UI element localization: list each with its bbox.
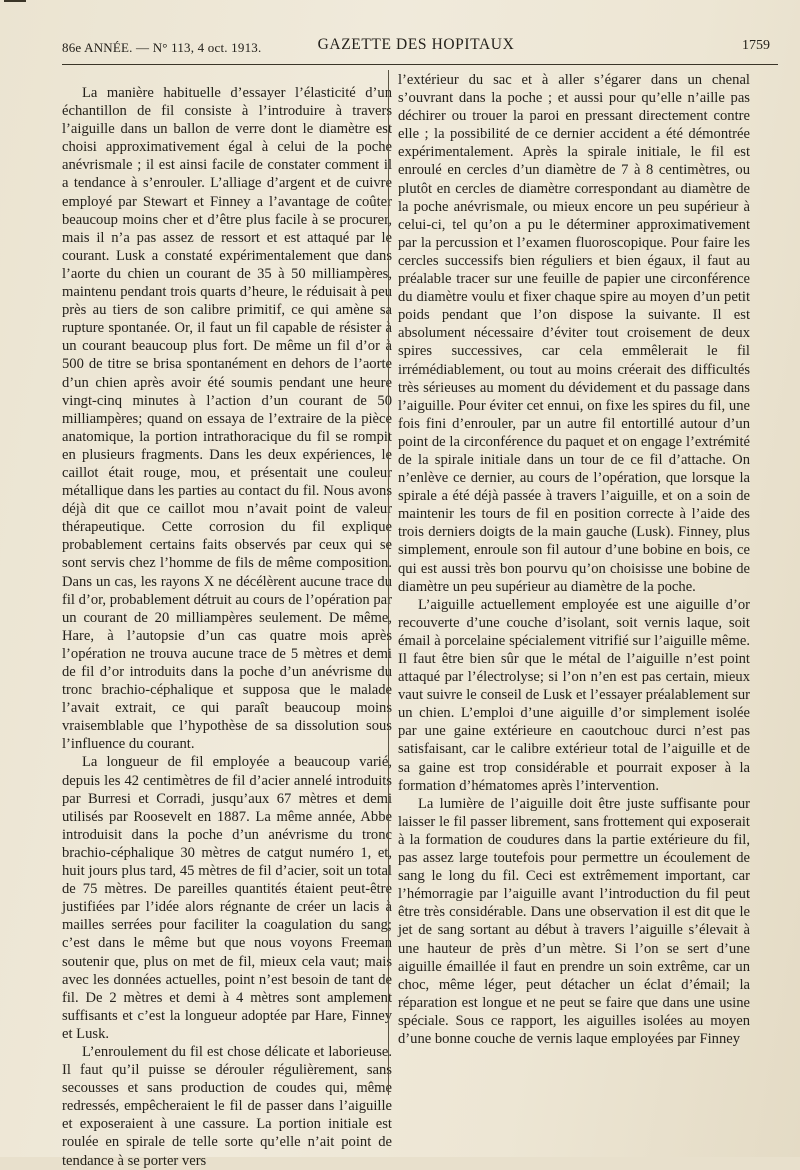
header-rule bbox=[62, 64, 778, 65]
corner-mark bbox=[4, 0, 26, 14]
journal-title: GAZETTE DES HOPITAUX bbox=[317, 36, 515, 53]
paragraph: l’extérieur du sac et à aller s’égarer dans un chenal s’ouvrant dans la poche ; et aussi pour qu’elle n’aille pas déchirer ou trouer la paroi en pressant directement contre elle ; la possibilité de ce dernier accident a été démontrée expérimentalement. Après la spirale initiale, le fil est enroulé en cercles d’un diamètre de 7 à 8 centimètres, ou plutôt en cercles de diamètre correspondant au diamètre de la poche anévrismale, ou mieux encore un peu supérieur à celui-ci, tel qu’on a pu le déterminer approximativement par la percussion et l’examen fluoroscopique. Pour faire les cercles successifs bien réguliers et bien égaux, il faut au préalable tracer sur une feuille de papier une circonférence du diamètre voulu et fixer chaque spire au moyen d’un petit poids pendant que l’on dispose la suivante. Il est absolument nécessaire d’éviter tout croisement de deux spires successives, car cela emmêlerait le fil irrémédiablement, ou tout au moins créerait des difficultés très sérieuses au moment du dévidement et du passage dans l’aiguille. Pour éviter cet ennui, on fixe les spires du fil, une fois fini d’enrouler, par un autre fil entortillé autour d’un point de la circonférence du paquet et on engage l’extrémité de la spirale initiale dans un tour de ce fil d’attache. On n’enlève ce dernier, au cours de l’opération, que lorsque la spirale a été déjà passée à travers l’aiguille, et on a soin de maintenir les tours de fil en position correcte à l’aide des trois derniers doigts de la main gauche (Lusk). Finney, plus simplement, enroule son fil autour d’une bobine en bois, ce qui est aussi très bon pourvu qu’on choisisse une bobine de diamètre un peu supérieur au diamètre de la poche. bbox=[398, 72, 750, 595]
right-column bbox=[398, 71, 750, 1048]
page-number: 1759 bbox=[742, 38, 770, 53]
paragraph: La manière habituelle d’essayer l’élasticité d’un échantillon de fil consiste à l’introduire à travers l’aiguille dans un ballon de verre dont le diamètre est choisi approximativement égal à celui de la poche anévrismale ; il est ainsi facile de constater comment il a tendance à s’enrouler. L’alliage d’argent et de cuivre employé par Stewart et Finney a l’avantage de coûter beaucoup moins cher et d’être plus facile à se procurer, mais il n’a pas assez de ressort et est attaqué par le courant. Lusk a constaté expérimentalement que dans l’aorte du chien un courant de 35 à 50 milliampères, maintenu pendant trois quarts d’heure, le réduisait à peu près au tiers de son calibre primitif, ce qui amène sa rupture spontanée. Or, il faut un fil capable de résister à un courant beaucoup plus fort. De même un fil d’or à 500 de titre se brisa spontanément en dehors de l’aorte d’un chien après avoir été soumis pendant une heure vingt-cinq minutes à l’action d’un courant de 50 milliampères; quand on essaya de l’extraire de la pièce anatomique, la portion intrathoracique du fil se rompit en plusieurs fragments. Dans les deux expériences, le caillot était rouge, mou, et présentait une couleur métallique dans les parties au contact du fil. Nous avons déjà dit que ce caillot mou n’avait point de valeur thérapeutique. Cette corrosion du fil explique probablement certains faits observés par ceux qui se sont servis chez l’homme de fils de même composition. Dans un cas, les rayons X ne décélèrent aucune trace du fil d’or, probablement détruit au cours de l’opération par un courant de 20 milliampères seulement. De même, Hare, à l’autopsie d’un cas quatre mois après l’opération ne trouva aucune trace de 5 mètres et demi de fil d’or introduits dans la poche d’un anévrisme du tronc brachio-céphalique et supposa que le malade l’avait extrait, ce qui paraît beaucoup moins vraisemblable que l’hypothèse de sa dissolution sous l’influence du courant. bbox=[62, 85, 392, 753]
paragraph: L’enroulement du fil est chose délicate et laborieuse. Il faut qu’il puisse se dérouler régulièrement, sans secousses et sans production de coudes qui, même redressés, empêcheraient le fil de passer dans l’aiguille et exposeraient à une cassure. La portion initiale est roulée en spirale de telle sorte qu’elle n’ait point de tendance à se porter vers bbox=[62, 1043, 392, 1169]
page-header bbox=[62, 34, 770, 60]
column-divider bbox=[388, 70, 389, 1095]
left-column bbox=[62, 84, 392, 1170]
paragraph: La longueur de fil employée a beaucoup varié, depuis les 42 centimètres de fil d’acier annelé introduits par Burresi et Corradi, jusqu’aux 67 mètres et demi utilisés par Roosevelt en 1887. La même année, Abbe introduisit dans la poche d’un anévrisme du tronc brachio-céphalique 30 mètres de catgut numéro 1, et, huit jours plus tard, 45 mètres de fil d’acier, soit un total de 75 mètres. De pareilles quantités étaient peut-être justifiées par l’idée alors régnante de créer un lacis à mailles serrées pour faciliter la coagulation du sang; c’est dans le même but que nous voyons Freeman soutenir que, plus on met de fil, mieux cela vaut; mais avec les données actuelles, point n’est besoin de tant de fil. De 2 mètres et demi à 4 mètres sont amplement suffisants et c’est la longueur adoptée par Hare, Finney et Lusk. bbox=[62, 754, 392, 1042]
paragraph: L’aiguille actuellement employée est une aiguille d’or recouverte d’une couche d’isolant, soit vernis laque, soit émail à porcelaine spécialement vitrifié sur l’aiguille même. Il faut être bien sûr que le métal de l’aiguille n’est point attaqué par l’électrolyse; si l’on n’en est pas certain, mieux vaut suivre le conseil de Lusk et l’essayer préalablement sur un chien. L’emploi d’une aiguille d’or simplement isolée par une gaine extérieure en caoutchouc durci n’est pas satisfaisant, car le calibre extérieur total de l’aiguille et de sa gaine est trop considérable et pourrait exposer à la formation d’hématomes après l’intervention. bbox=[398, 596, 750, 794]
issue-line: 86e ANNÉE. — N° 113, 4 oct. 1913. bbox=[62, 40, 262, 55]
paragraph: La lumière de l’aiguille doit être juste suffisante pour laisser le fil passer librement, sans frottement qui exposerait à la formation de coudures dans la partie extérieure du fil, pas assez large toutefois pour permettre un écoulement de sang le long du fil. Ceci est extrêmement important, car l’hémorragie par l’aiguille avant l’introduction du fil peut être très considérable. Dans une observation il est dit que le jet de sang sortant au début à travers l’aiguille s’élevait à une hauteur de près d’un mètre. Si l’on se sert d’une aiguille émaillée il faut en prendre un soin extrême, car un choc, même léger, peut détacher un éclat d’émail; la réparation est longue et ne peut se faire que dans une usine spéciale. Sous ce rapport, les aiguilles isolées au moyen d’une bonne couche de vernis laque employées par Finney bbox=[398, 795, 750, 1047]
